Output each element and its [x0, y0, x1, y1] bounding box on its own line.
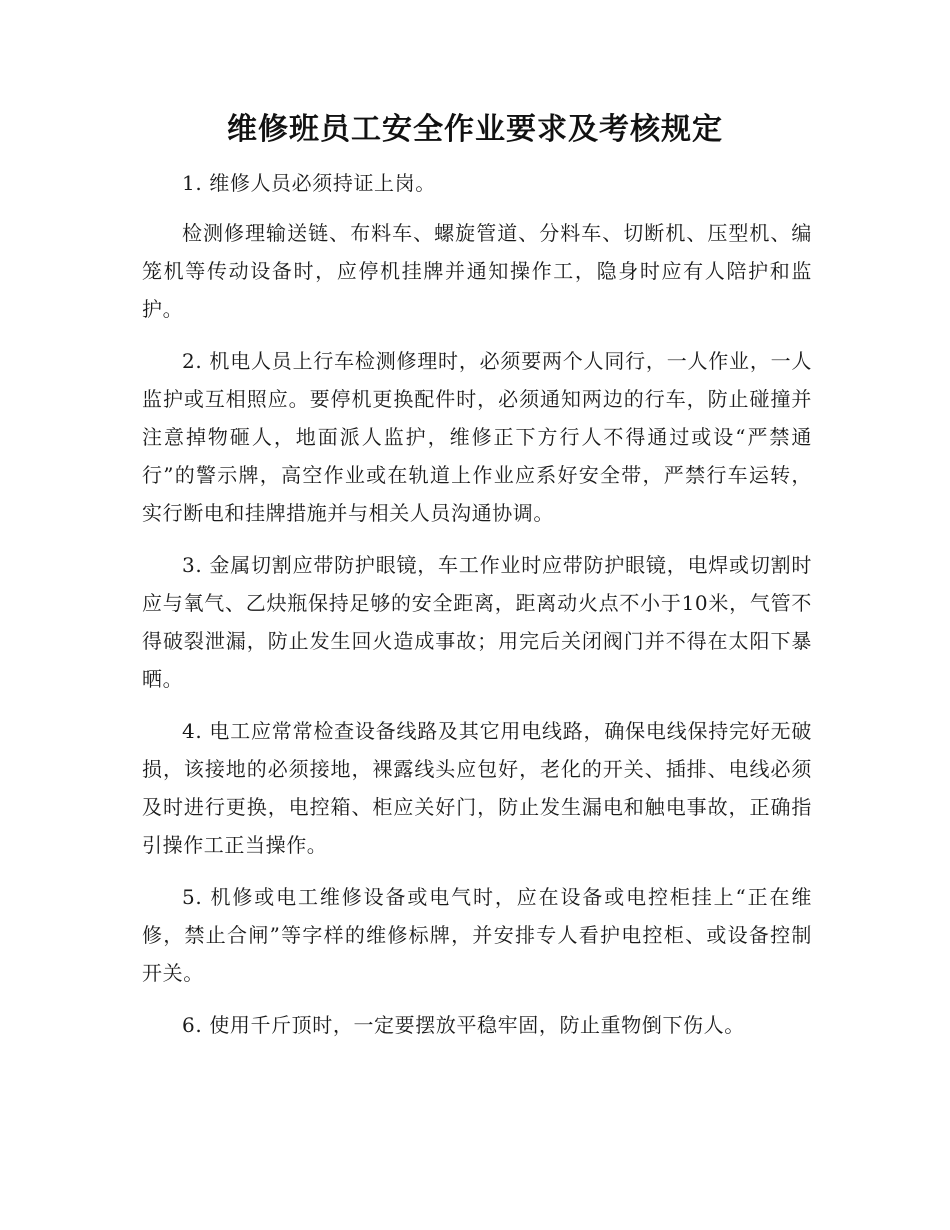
document-body	[142, 164, 812, 1044]
paragraph-1: 1. 维修人员必须持证上岗。	[182, 171, 436, 195]
paragraph-1-detail: 检测修理输送链、布料车、螺旋管道、分料车、切断机、压型机、编笼机等传动设备时，应停机挂牌并通知操作工，隐身时应有人陪护和监护。	[142, 221, 812, 321]
document-title: 维修班员工安全作业要求及考核规定	[227, 112, 723, 147]
paragraph-3: 3. 金属切割应带防护眼镜，车工作业时应带防护眼镜，电焊或切割时应与氧气、乙炔瓶保持足够的安全距离，距离动火点不小于10米，气管不得破裂泄漏，防止发生回火造成事故；用完后关闭阀门并不得在太阳下暴晒。	[142, 553, 812, 691]
paragraph-4: 4. 电工应常常检查设备线路及其它用电线路，确保电线保持完好无破损，该接地的必须接地，裸露线头应包好，老化的开关、插排、电线必须及时进行更换，电控箱、柜应关好门，防止发生漏电和触电事故，正确指引操作工正当操作。	[142, 719, 812, 857]
paragraph-5: 5. 机修或电工维修设备或电气时，应在设备或电控柜挂上“正在维修，禁止合闸”等字样的维修标牌，并安排专人看护电控柜、或设备控制开关。	[142, 885, 812, 985]
paragraph-2: 2. 机电人员上行车检测修理时，必须要两个人同行，一人作业，一人监护或互相照应。要停机更换配件时，必须通知两边的行车，防止碰撞并注意掉物砸人，地面派人监护，维修正下方行人不得通过或设“严禁通行”的警示牌，高空作业或在轨道上作业应系好安全带，严禁行车运转，实行断电和挂牌措施并与相关人员沟通协调。	[142, 349, 812, 525]
paragraph-6: 6. 使用千斤顶时，一定要摆放平稳牢固，防止重物倒下伤人。	[182, 1013, 745, 1037]
